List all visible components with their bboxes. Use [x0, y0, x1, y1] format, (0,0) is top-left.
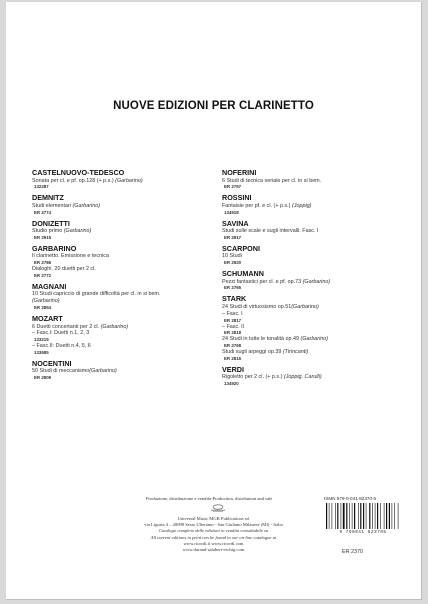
composer-name: NOFERINI — [222, 168, 257, 177]
edition-title — [32, 203, 208, 210]
edition-title-text: Rigoletto per 2 cl. (+ p.s.) — [222, 374, 284, 381]
catalog-note-it: Catalogo completo delle edizioni in vendita consultabile su — [158, 528, 269, 534]
edition-title — [32, 298, 208, 305]
edition-code: ER 2772 — [34, 272, 52, 278]
edition-title-text: – Fasc.II: Duetti n.4, 5, 6 — [32, 343, 91, 350]
website-link-durand: www.durand-salabert-eschig.com — [182, 547, 245, 553]
edition-title-text: Studi elementari — [32, 202, 73, 209]
editor-note: (Garbarino) — [100, 323, 129, 330]
catalog-note-en: All current editions in print can be found in our on-line catalogue at — [150, 534, 277, 540]
edition-title-text: 6 Studi di tecnica seriale per cl. in si bem. — [222, 177, 322, 184]
edition-title — [32, 330, 208, 337]
edition-code: ER 2818 — [224, 330, 242, 336]
edition-code: ER 2920 — [224, 260, 242, 266]
edition-title — [32, 253, 208, 260]
edition-code: ER 2854 — [34, 305, 52, 311]
back-cover-page — [6, 2, 422, 600]
edition-title-text: – Fasc. I — [222, 310, 243, 317]
edition-code: 133219 — [34, 337, 49, 343]
edition-title-text: 10 Studi — [222, 253, 242, 260]
edition-title-text: Studi sugli arpeggi op.39 — [222, 349, 283, 356]
composer-name: CASTELNUOVO-TEDESCO — [32, 168, 125, 177]
edition-title — [222, 253, 412, 260]
editor-note: (Joppig) — [291, 202, 312, 209]
barcode-number: 9 790041 823706 — [339, 530, 387, 535]
edition-code: ER 2797 — [224, 184, 242, 190]
edition-title — [32, 368, 208, 375]
edition-title-text: Sonata per cl. e pf. op.128 (+ p.s.) — [32, 177, 116, 184]
edition-code: ER 2786 — [34, 260, 52, 266]
page-title: NUOVE EDIZIONI PER CLARINETTO — [113, 100, 314, 112]
edition-title-text: – Fasc.I: Duetti n.1, 2, 3 — [32, 330, 90, 337]
edition-title — [222, 228, 412, 235]
edition-title — [222, 336, 412, 343]
edition-title-text: Dialoghi. 20 duetti per 2 cl. — [32, 266, 96, 273]
editor-note: (Tirincanti) — [282, 349, 309, 356]
edition-title — [32, 343, 208, 350]
website-links: www.ricordi.it www.ricordi.com — [183, 540, 244, 546]
right-catalog-column — [222, 168, 412, 387]
universal-music-logo-icon — [208, 504, 228, 512]
edition-title — [222, 304, 412, 311]
composer-name: SCARPONI — [222, 243, 260, 253]
edition-title-text: 6 Duetti concertanti per 2 cl. — [32, 323, 101, 330]
edition-title-text: – Fasc. II — [222, 323, 245, 330]
edition-title — [222, 279, 412, 286]
edition-title-text: Studio primo — [32, 228, 64, 235]
edition-code: ER 2917 — [224, 234, 242, 240]
edition-title-text: 24 Studi in tutte le tonalità op.49 — [222, 336, 301, 343]
editor-note: (Garbarino) — [32, 298, 60, 305]
edition-code: 132287 — [34, 184, 49, 190]
edition-title — [222, 374, 412, 381]
composer-name: GARBARINO — [32, 243, 77, 253]
composer-name: MOZART — [32, 314, 63, 324]
editor-note: (Garbarino) — [291, 303, 319, 310]
editor-note: (Garbarino) — [63, 228, 92, 235]
editor-note: (Joppig, Carulli) — [283, 374, 322, 381]
edition-title — [222, 203, 412, 210]
edition-title-text: 10 Studi capriccio di grande difficoltà per cl. in si bem. — [32, 291, 161, 298]
edition-title-text: 24 Studi di virtuosismo op.51 — [222, 303, 292, 310]
edition-code: ER 2809 — [34, 375, 52, 381]
edition-title — [222, 349, 412, 356]
edition-code: ER 2915 — [34, 234, 52, 240]
composer-name: SAVINA — [222, 218, 249, 228]
edition-title-text: Fantaisie per pf. e cl. (+ p.s.) — [222, 202, 292, 209]
edition-code: ER 2765 — [224, 285, 242, 291]
ismn-number: ISMN 979-0-041-82370-6 — [324, 496, 377, 501]
editor-note: (Garbarino) — [89, 368, 117, 375]
edition-title — [32, 266, 208, 273]
edition-title — [32, 324, 208, 331]
edition-title-text: Studi sulle scale e sugli intervalli. Fasc. I — [222, 228, 319, 235]
edition-title — [32, 178, 208, 185]
publisher-address: via Liguria 4 – 20098 Sesto Ulteriano - San Giuliano Milanese (MI) - Italia — [144, 522, 283, 528]
edition-title — [32, 228, 208, 235]
composer-name: DONIZETTI — [32, 218, 70, 228]
edition-title — [32, 291, 208, 298]
edition-code: ER 2816 — [224, 355, 242, 361]
editor-note: (Garbarino) — [300, 336, 329, 343]
editor-note: (Garbarino) — [115, 177, 143, 184]
composer-name: ROSSINI — [222, 193, 252, 203]
edition-code: ER 2774 — [34, 209, 52, 215]
composer-name: SCHUMANN — [222, 269, 264, 279]
edition-title-text: Il clarinetto. Emissione e tecnica — [32, 253, 110, 260]
edition-code: 134920 — [224, 381, 239, 387]
composer-name: STARK — [222, 294, 247, 304]
catalog-code: ER 2370 — [342, 549, 363, 555]
edition-title-text: Pezzi fantastici per cl. e pf. op.73 — [222, 278, 303, 285]
edition-code: ER 2768 — [224, 343, 242, 349]
edition-code: 134918 — [224, 209, 239, 215]
edition-code: ER 2817 — [224, 317, 242, 323]
edition-title — [222, 324, 412, 331]
production-note: Produzione, distribuzione e vendita-Production, distribution and sale — [146, 496, 273, 501]
composer-name: DEMNITZ — [32, 193, 64, 203]
composer-name: NOCENTINI — [32, 358, 72, 368]
editor-note: (Garbarino) — [72, 202, 101, 209]
composer-name: VERDI — [222, 364, 244, 374]
editor-note: (Garbarino) — [302, 278, 331, 285]
edition-title — [222, 311, 412, 318]
edition-title — [222, 178, 412, 185]
publisher-name: Universal Music MGB Publications srl — [177, 516, 250, 521]
edition-code: 133685 — [34, 349, 49, 355]
barcode-icon — [324, 503, 402, 529]
composer-name: MAGNANI — [32, 281, 67, 291]
edition-title-text: 50 Studi di meccanismo — [32, 368, 90, 375]
left-catalog-column — [32, 168, 208, 381]
